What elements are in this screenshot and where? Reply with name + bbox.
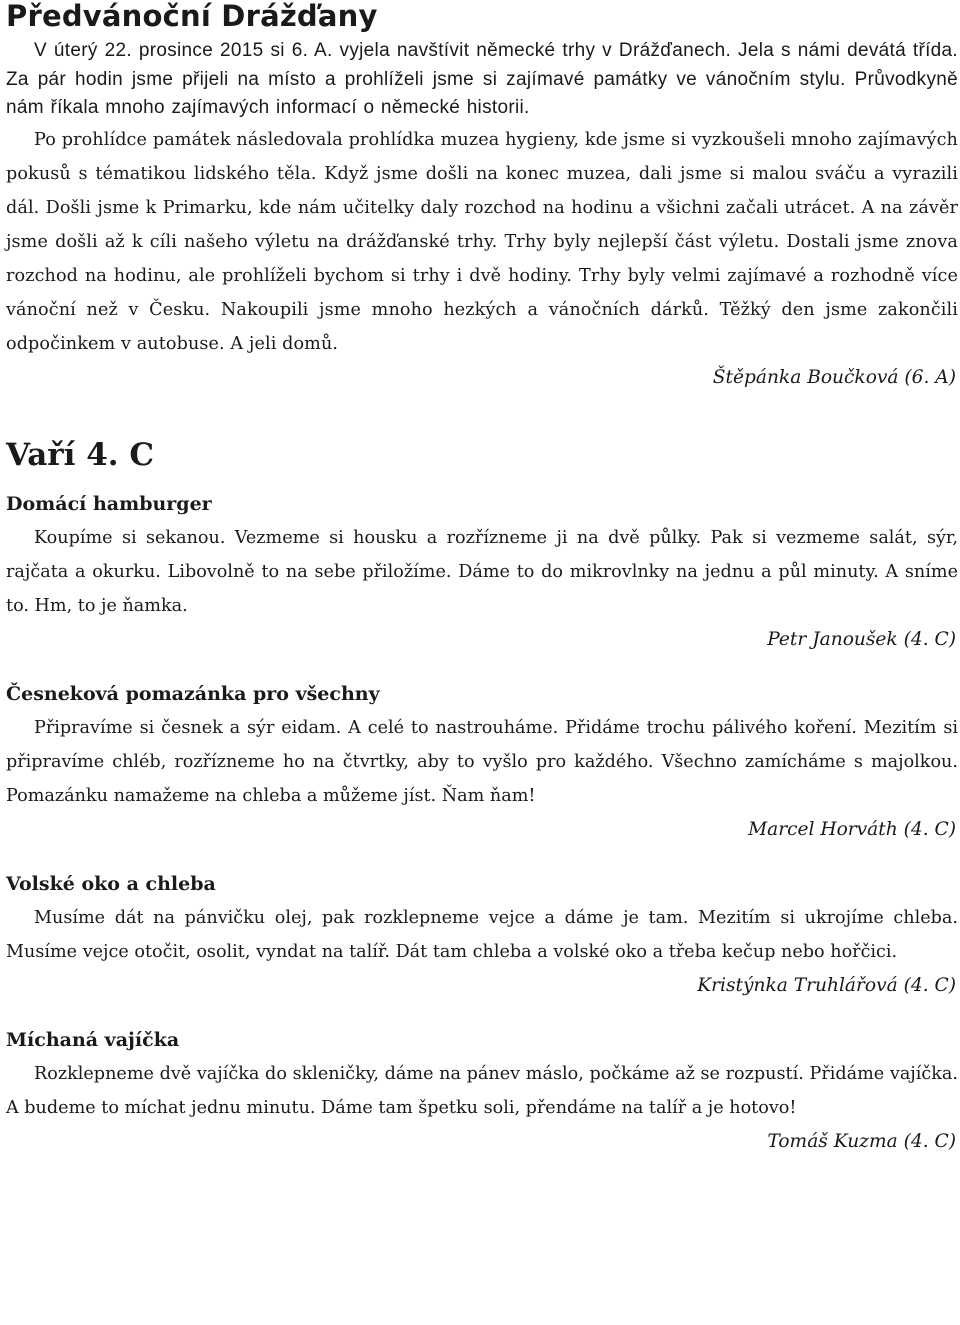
recipe-author: Tomáš Kuzma (4. C): [767, 1130, 956, 1152]
newsletter-page: [6, 0, 958, 1159]
article-intro: V úterý 22. prosince 2015 si 6. A. vyjela navštívit německé trhy v Drážďanech. Jela s námi devátá třída. Za pár hodin jsme přijeli na místo a prohlíželi jsme si zajímavé památky ve vánočním stylu. Průvodkyně nám říkala mnoho zajímavých informací o německé historii.: [6, 40, 958, 119]
recipe-text: Rozklepneme dvě vajíčka do skleničky, dáme na pánev máslo, počkáme až se rozpustí. Přidáme vajíčka. A budeme to míchat jednu minutu. Dáme tam špetku soli, přendáme na talíř a je hotovo!: [6, 1063, 958, 1118]
recipe-author: Kristýnka Truhlářová (4. C): [697, 974, 956, 996]
recipe: [6, 677, 958, 847]
recipe-author: Marcel Horváth (4. C): [748, 818, 956, 840]
article-body: Po prohlídce památek následovala prohlídka muzea hygieny, kde jsme si vyzkoušeli mnoho zajímavých pokusů s tématikou lidského těla. Když jsme došli na konec muzea, dali jsme si malou sváču a vyrazili dál. Došli jsme k Primarku, kde nám učitelky daly rozchod na hodinu a všichni začali utrácet. A na závěr jsme došli až k cíli našeho výletu na drážďanské trhy. Trhy byly nejlepší část výletu. Dostali jsme znova rozchod na hodinu, ale prohlíželi bychom si trhy i dvě hodiny. Trhy byly velmi zajímavé a rozhodně více vánoční než v Česku. Nakoupili jsme mnoho hezkých a vánočních dárků. Těžký den jsme zakončili odpočinkem v autobuse. A jeli domů.: [6, 129, 958, 354]
section-title: Vaří 4. C: [6, 436, 155, 473]
article-title: Předvánoční Drážďany: [6, 0, 378, 33]
recipe: [6, 487, 958, 657]
recipe: [6, 1023, 958, 1159]
recipes-section: [6, 435, 958, 1159]
recipe-text: Připravíme si česnek a sýr eidam. A celé to nastrouháme. Přidáme trochu pálivého koření. Mezitím si připravíme chléb, rozřízneme ho na čtvrtky, aby to vyšlo pro každého. Všechno zamícháme s majolkou. Pomazánku namažeme na chleba a můžeme jíst. Ňam ňam!: [6, 717, 958, 806]
recipe-title: Volské oko a chleba: [6, 872, 216, 895]
recipe: [6, 867, 958, 1003]
article-author: Štěpánka Boučková (6. A): [712, 366, 956, 388]
article-dresden: [6, 0, 958, 395]
recipe-title: Míchaná vajíčka: [6, 1028, 180, 1051]
recipe-text: Koupíme si sekanou. Vezmeme si housku a rozřízneme ji na dvě půlky. Pak si vezmeme salát, sýr, rajčata a okurku. Libovolně to na sebe přiložíme. Dáme to do mikrovlnky na jednu a půl minuty. A sníme to. Hm, to je ňamka.: [6, 527, 958, 616]
recipe-author: Petr Janoušek (4. C): [767, 628, 956, 650]
recipe-title: Česneková pomazánka pro všechny: [6, 682, 380, 705]
recipe-title: Domácí hamburger: [6, 492, 212, 515]
recipe-text: Musíme dát na pánvičku olej, pak rozklepneme vejce a dáme je tam. Mezitím si ukrojíme chleba. Musíme vejce otočit, osolit, vyndat na talíř. Dát tam chleba a volské oko a třeba kečup nebo hořčici.: [6, 907, 958, 962]
